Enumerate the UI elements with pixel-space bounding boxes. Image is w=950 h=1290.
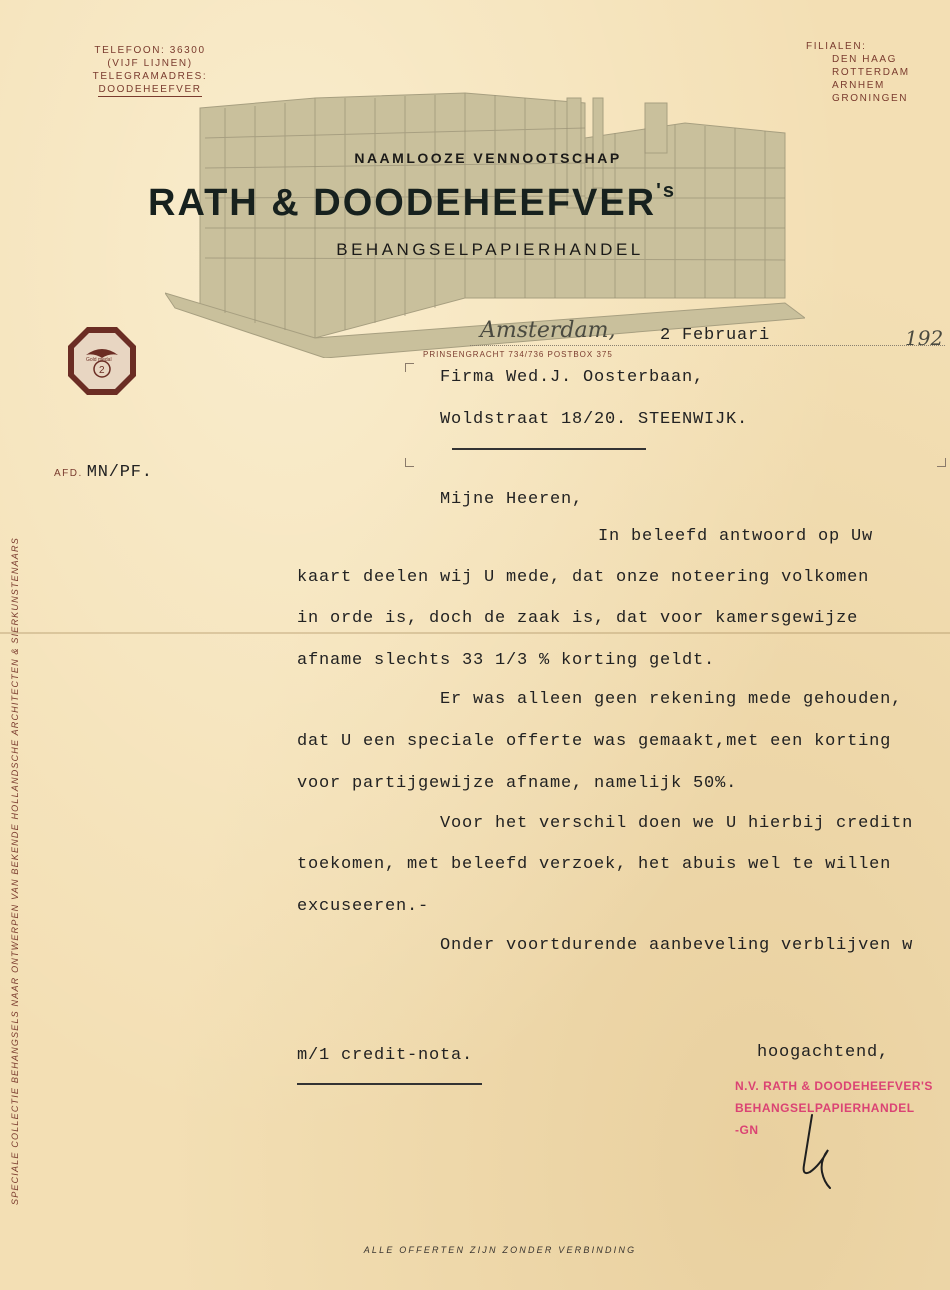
sidebar-slogan: SPECIALE COLLECTIE BEHANGSELS NAAR ONTWERPEN VAN BEKENDE HOLLANDSCHE ARCHITECTEN & SIERKUNSTENAARS bbox=[10, 537, 20, 1205]
stamp-line: N.V. RATH & DOODEHEEFVER'S bbox=[735, 1079, 933, 1093]
enclosure: m/1 credit-nota. bbox=[297, 1046, 474, 1065]
address-corner-mark bbox=[405, 458, 414, 467]
signature bbox=[790, 1110, 850, 1190]
branches-label: FILIALEN: bbox=[806, 41, 867, 52]
branch-item: DEN HAAG bbox=[832, 54, 898, 65]
city: Amsterdam, bbox=[480, 318, 616, 343]
medal-seal-icon bbox=[66, 325, 138, 397]
body-line: afname slechts 33 1/3 % korting geldt. bbox=[297, 651, 716, 670]
company-type: NAAMLOOZE VENNOOTSCHAP bbox=[354, 150, 622, 166]
closing: hoogachtend, bbox=[757, 1043, 890, 1062]
footer-note: ALLE OFFERTEN ZIJN ZONDER VERBINDING bbox=[363, 1245, 637, 1255]
letter-year: 192 bbox=[905, 326, 944, 350]
body-line: voor partijgewijze afname, namelijk 50%. bbox=[297, 774, 738, 793]
body-line: In beleefd antwoord op Uw bbox=[598, 527, 874, 546]
branch-item: GRONINGEN bbox=[832, 93, 909, 104]
branches-list bbox=[806, 53, 910, 105]
address-corner-mark bbox=[937, 458, 946, 467]
recipient-name: Firma Wed.J. Oosterbaan, bbox=[440, 368, 705, 387]
company-address: PRINSENGRACHT 734/736 POSTBOX 375 bbox=[423, 350, 613, 359]
body-line: Er was alleen geen rekening mede gehouden, bbox=[440, 690, 903, 709]
company-name bbox=[148, 180, 848, 225]
recipient-underline bbox=[452, 448, 646, 450]
body-line: kaart deelen wij U mede, dat onze noteering volkomen bbox=[297, 568, 870, 587]
seal-text: Gold medal bbox=[86, 357, 112, 363]
trade-name: BEHANGSELPAPIERHANDEL bbox=[336, 240, 644, 259]
body-line: in orde is, doch de zaak is, dat voor kamersgewijze bbox=[297, 609, 859, 628]
body-line: Voor het verschil doen we U hierbij creditn bbox=[440, 814, 914, 833]
reference-value: MN/PF. bbox=[86, 463, 153, 482]
date-rule bbox=[470, 345, 945, 346]
reference-label: AFD. bbox=[54, 468, 83, 479]
branches-block bbox=[806, 40, 910, 105]
branch-item: ROTTERDAM bbox=[832, 67, 910, 78]
telegram-address: DOODEHEEFVER bbox=[98, 84, 202, 95]
recipient-address: Woldstraat 18/20. STEENWIJK. bbox=[440, 410, 749, 429]
salutation: Mijne Heeren, bbox=[440, 490, 584, 509]
letter-date: 2 Februari bbox=[660, 326, 771, 345]
telegram-label: TELEGRAMADRES: bbox=[92, 71, 208, 82]
address-corner-mark bbox=[405, 363, 414, 372]
phone: TELEFOON: 36300 bbox=[94, 45, 206, 56]
reference bbox=[54, 463, 153, 482]
body-line: dat U een speciale offerte was gemaakt,met een korting bbox=[297, 732, 892, 751]
branch-item: ARNHEM bbox=[832, 80, 885, 91]
enclosure-underline bbox=[297, 1083, 482, 1085]
body-line: Onder voortdurende aanbeveling verblijven w bbox=[440, 936, 914, 955]
body-line: toekomen, met beleefd verzoek, het abuis wel te willen bbox=[297, 855, 892, 874]
stamp-line: -GN bbox=[735, 1123, 759, 1137]
paper-fold bbox=[0, 632, 950, 634]
company-name-text: RATH & DOODEHEEFVER bbox=[148, 182, 657, 224]
seal-number: 2 bbox=[99, 365, 105, 376]
company-suffix: 's bbox=[656, 180, 676, 202]
body-line: excuseeren.- bbox=[297, 897, 430, 916]
stamp-line: BEHANGSELPAPIERHANDEL bbox=[735, 1101, 915, 1115]
phone-lines: (VIJF LIJNEN) bbox=[107, 58, 193, 69]
